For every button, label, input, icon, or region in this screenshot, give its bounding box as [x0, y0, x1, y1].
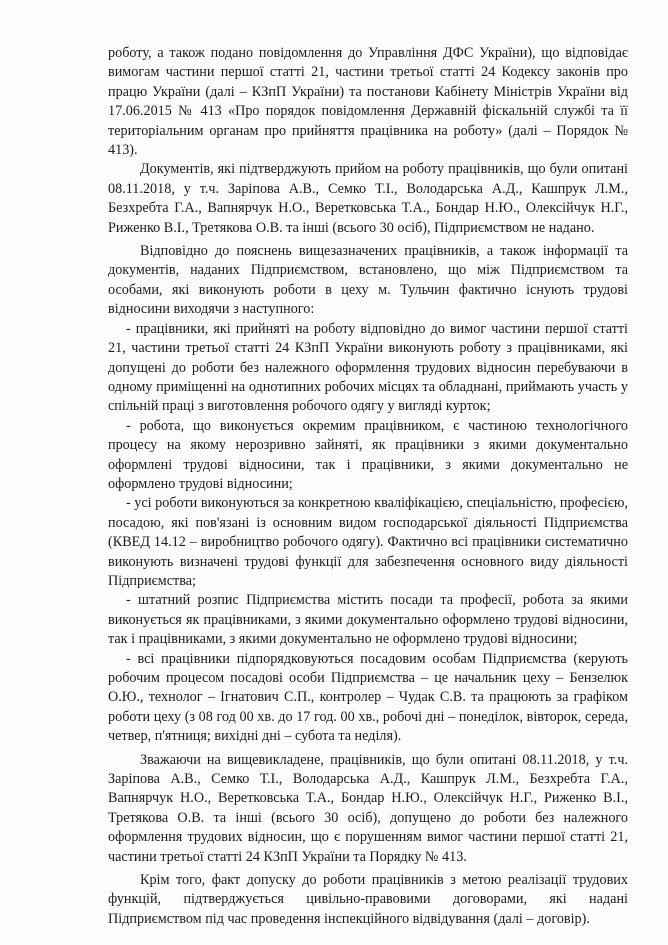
list-item-work-process: - робота, що виконується окремим працівником, є частиною технологічного процесу на якому нерозривно зайняті, як працівники з якими документально оформлені трудові відносини, так і працівники, з якими документально не оформлено трудові відносини; [108, 417, 628, 492]
list-item-qualification: - усі роботи виконуються за конкретною кваліфікацією, спеціальністю, професією, посадою, які пов'язані із основним видом господарської діяльності Підприємства (КВЕД 14.12 – виробництво робочого одягу). Фактично всі працівники систематично виконують визначені трудові функції для забезпечення основного виду діяльності Підприємства; [108, 495, 628, 589]
paragraph-documents: Документів, які підтверджують прийом на роботу працівників, що були опитані 08.11.2018, у т.ч. Заріпова А.В., Семко Т.І., Володарська А.Д., Кашпрук Л.М., Безхребта Г.А., Вапнярчук Н.О., Веретковська Т.А., Бондар Н.Ю., Олексійчук Н.Г., Риженко В.І., Третякова О.В. та інші (всього 30 осіб), Підприємством не надано. [108, 161, 628, 236]
paragraph-conclusion: Зважаючи на вищевикладене, працівників, що були опитані 08.11.2018, у т.ч. Заріпова А.В., Семко Т.І., Володарська А.Д., Кашпрук Л.М., Безхребта Г.А., Вапнярчук Н.О., Веретковська Т.А., Бондар Н.Ю., Олексійчук Н.Г., Риженко В.І., Третякова О.В. та інші (всього 30 осіб), допущено до роботи без належного оформлення трудових відносин, що є порушенням вимог частини першої статті 21, частини третьої статті 24 КЗпП України та Порядку № 413. [108, 751, 628, 865]
list-item-subordination: - всі працівники підпорядковуються посадовим особам Підприємства (керують робочим процесом посадові особи Підприємства – це начальник цеху – Бензелюк О.Ю., технолог – Ігнатович С.П., контролер – Чудак С.В. та працюють за графіком роботи цеху (з 08 год 00 хв. до 17 год. 00 хв., робочі дні – понеділок, вівторок, середа, четвер, п'ятниця; вихідні дні – субота та неділя). [108, 650, 628, 745]
paragraph-contracts: Крім того, факт допуску до роботи працівників з метою реалізації трудових функцій, підтверджується цивільно-правовими договорами, які надані Підприємством під час проведення інспекційного відвідування (далі – договір). [108, 872, 628, 927]
list-item-workers: - працівники, які прийняті на роботу відповідно до вимог частини першої статті 21, частини третьої статті 24 КЗпП України виконують роботу з працівниками, які допущені до роботи без належного оформлення трудових відносин перебуваючи в одному приміщенні на однотипних робочих місцях та обладнані, приймають участь у спільній праці з виготовлення робочого одягу у вигляді курток; [108, 320, 628, 415]
list-item-staff-schedule: - штатний розпис Підприємства містить посади та професії, робота за якими виконується як працівниками, з якими документально оформлено трудові відносини, так і працівниками, з якими документально не оформлено трудові відносини; [108, 592, 628, 648]
paragraph-explanations: Відповідно до пояснень вищезазначених працівників, а також інформації та документів, наданих Підприємством, встановлено, що між Підприємством та особами, які виконують роботи в цеху м. Тульчин фактично існують трудові відносини виходячи з наступного: [108, 243, 628, 318]
document-body [108, 44, 628, 929]
paragraph-continuation: роботу, а також подано повідомлення до Управління ДФС України), що відповідає вимогам частини першої статті 21, частини третьої статті 24 Кодексу законів про працю України (далі – КЗпП України) та постанови Кабінету Міністрів України від 17.06.2015 № 413 «Про порядок повідомлення Державній фіскальній службі та її територіальним органам про прийняття працівника на роботу» (далі – Порядок № 413). [108, 45, 628, 159]
